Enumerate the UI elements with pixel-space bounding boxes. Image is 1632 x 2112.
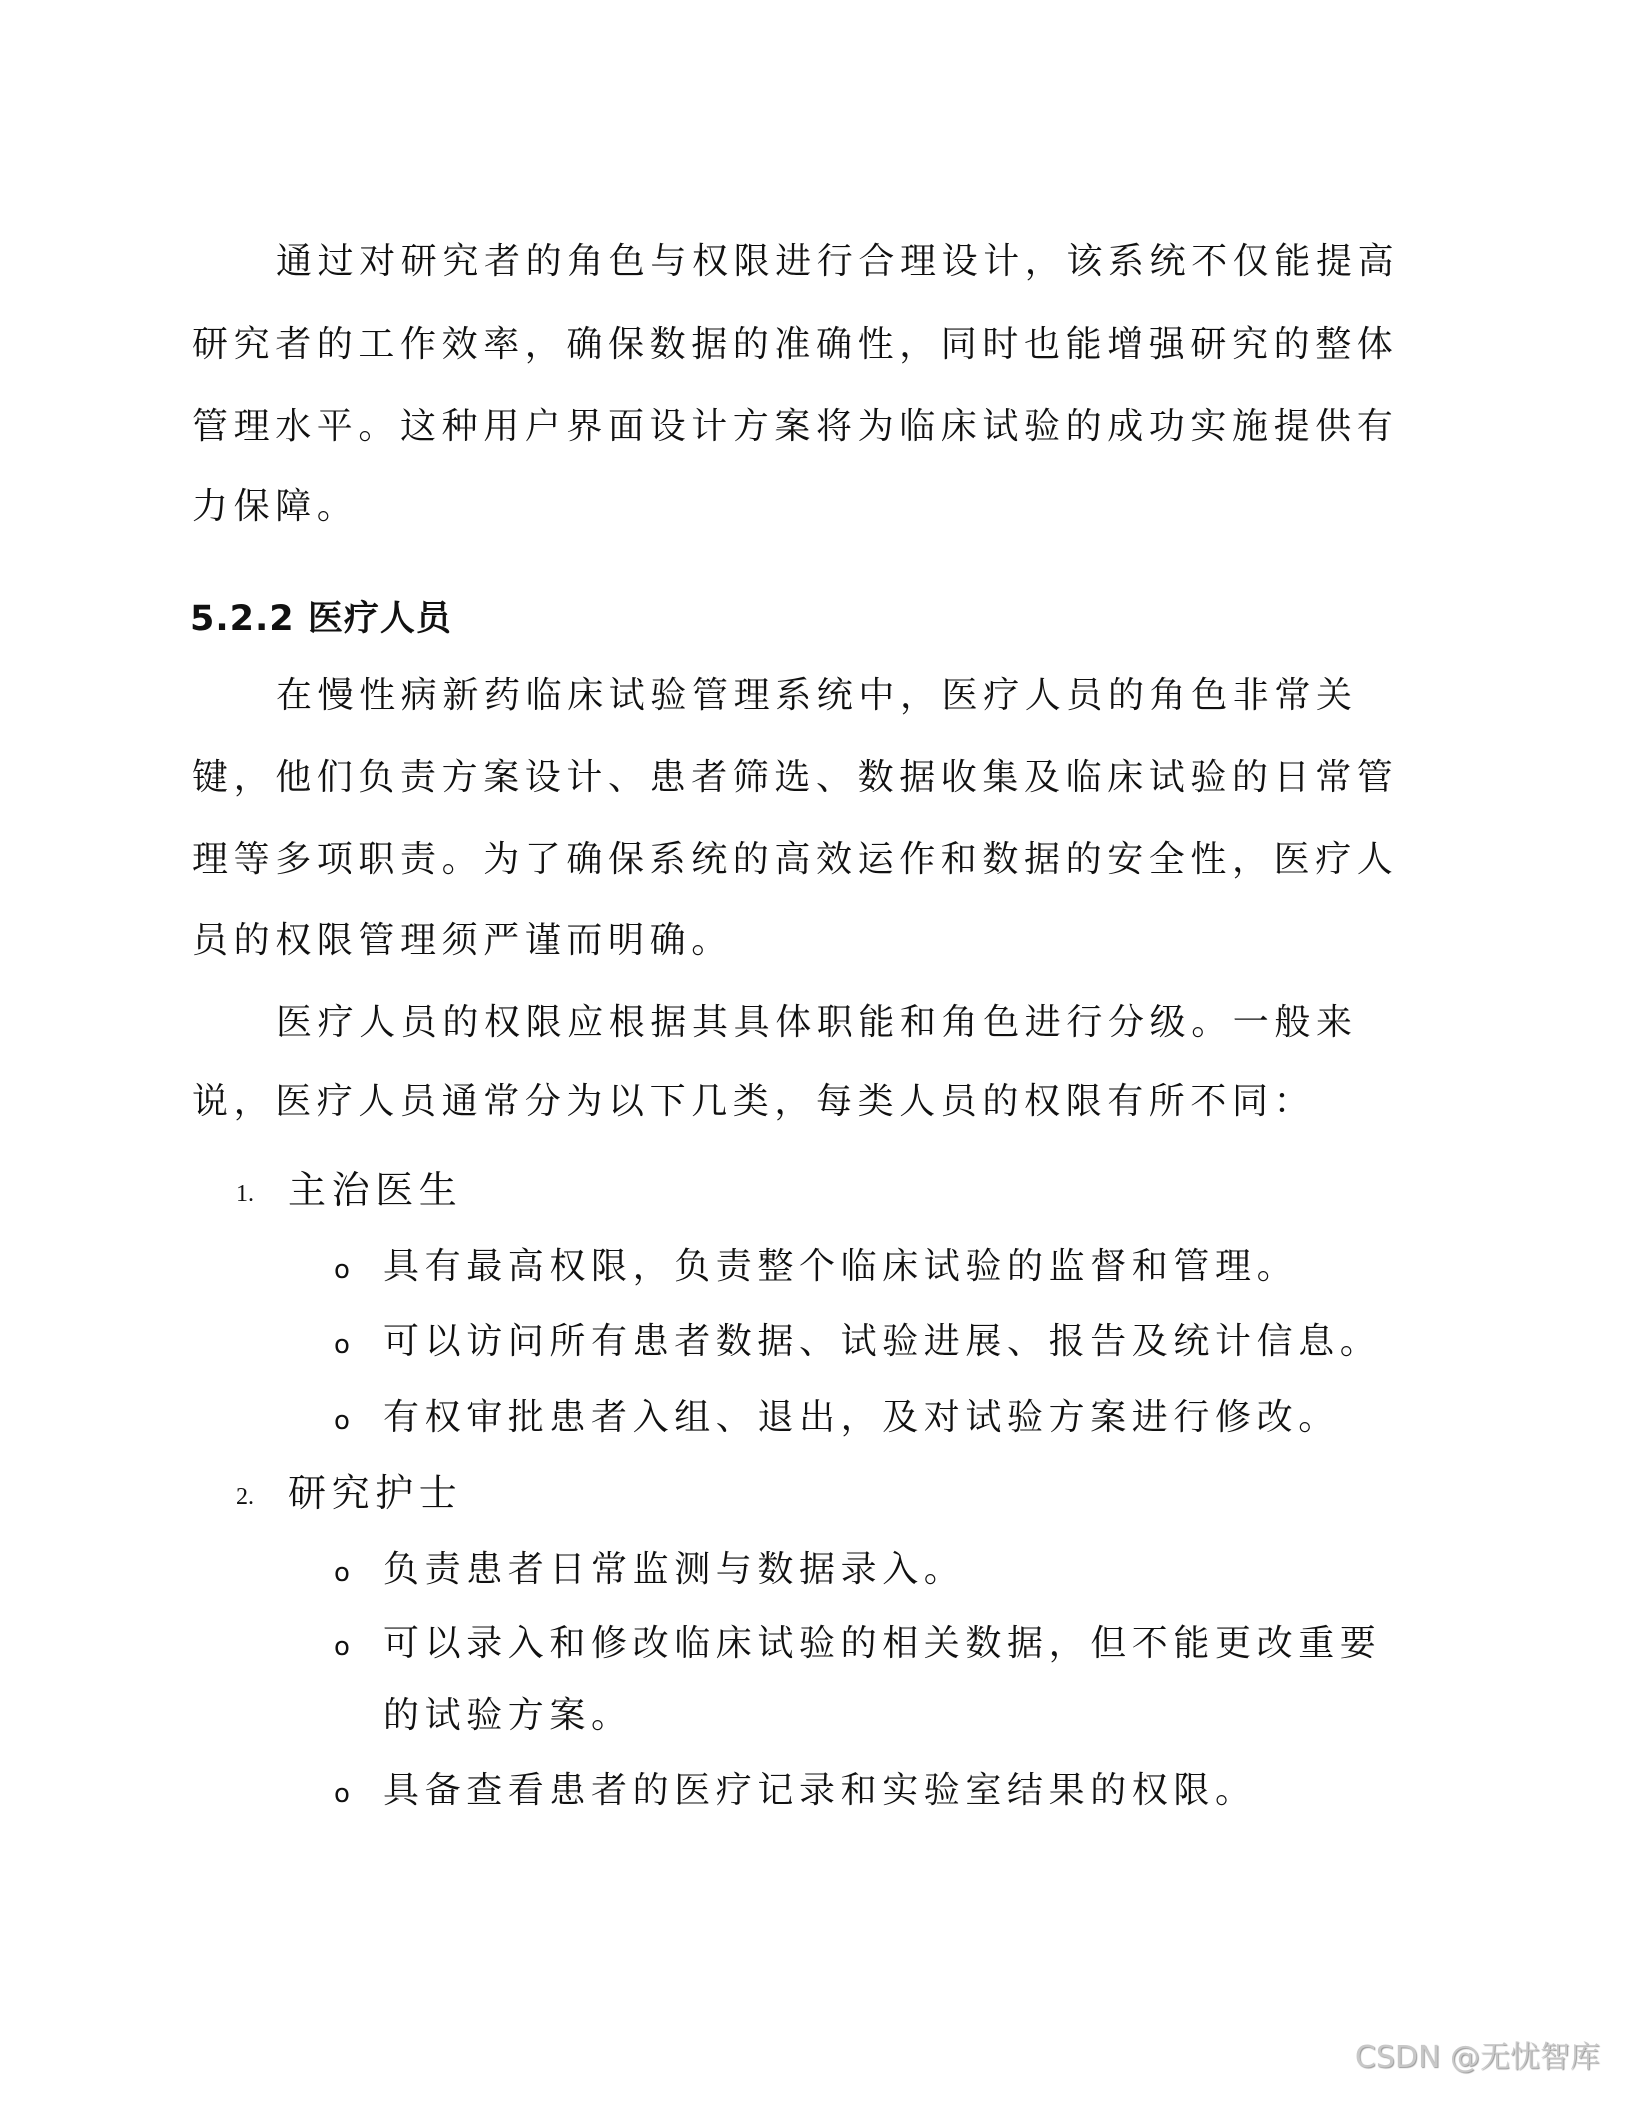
list-title: 主治医生 — [288, 1168, 463, 1212]
section-heading: 5.2.2 医疗人员 — [190, 599, 452, 639]
list-number: 2. — [236, 1484, 254, 1510]
bullet-icon: o — [334, 1558, 350, 1588]
paragraph-line: 员的权限管理须严谨而明确。 — [192, 920, 733, 961]
paragraph-line: 医疗人员的权限应根据其具体职能和角色进行分级。一般来 — [276, 1002, 1358, 1043]
bullet-icon: o — [334, 1632, 350, 1662]
list-item: 具备查看患者的医疗记录和实验室结果的权限。 — [383, 1770, 1257, 1811]
bullet-icon: o — [334, 1255, 350, 1285]
list-item: 具有最高权限，负责整个临床试验的监督和管理。 — [383, 1246, 1299, 1287]
list-title: 研究护士 — [288, 1471, 463, 1515]
list-number: 1. — [236, 1181, 254, 1207]
list-item: 负责患者日常监测与数据录入。 — [383, 1549, 966, 1590]
paragraph-line: 说，医疗人员通常分为以下几类，每类人员的权限有所不同： — [192, 1081, 1316, 1122]
paragraph-line: 在慢性病新药临床试验管理系统中，医疗人员的角色非常关 — [276, 675, 1358, 716]
bullet-icon: o — [334, 1330, 350, 1360]
paragraph-line: 理等多项职责。为了确保系统的高效运作和数据的安全性，医疗人 — [192, 839, 1399, 880]
paragraph-line: 力保障。 — [192, 486, 359, 527]
watermark: CSDN @无忧智库 — [1354, 2040, 1600, 2075]
paragraph-line: 键，他们负责方案设计、患者筛选、数据收集及临床试验的日常管 — [192, 757, 1399, 798]
list-item: 可以录入和修改临床试验的相关数据，但不能更改重要 — [383, 1623, 1382, 1664]
paragraph-line: 研究者的工作效率，确保数据的准确性，同时也能增强研究的整体 — [192, 324, 1399, 365]
paragraph-line: 管理水平。这种用户界面设计方案将为临床试验的成功实施提供有 — [192, 406, 1399, 447]
bullet-icon: o — [334, 1779, 350, 1809]
list-item: 可以访问所有患者数据、试验进展、报告及统计信息。 — [383, 1321, 1382, 1362]
bullet-icon: o — [334, 1406, 350, 1436]
list-item: 有权审批患者入组、退出，及对试验方案进行修改。 — [383, 1397, 1340, 1438]
list-item-continuation: 的试验方案。 — [383, 1695, 633, 1736]
paragraph-line: 通过对研究者的角色与权限进行合理设计，该系统不仅能提高 — [276, 241, 1400, 282]
